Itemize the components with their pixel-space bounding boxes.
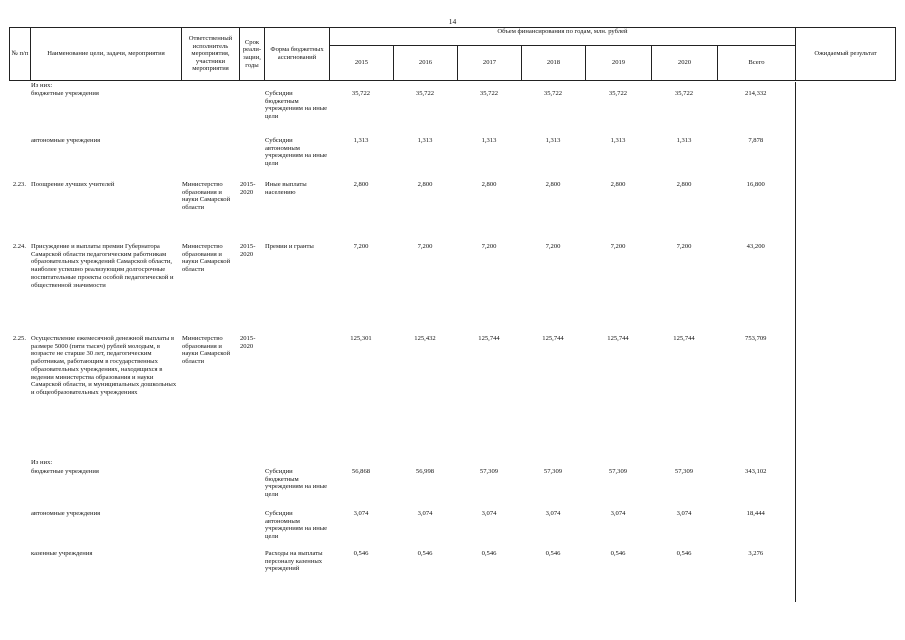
row-value: 0,546 xyxy=(545,550,561,557)
row-value: 2,800 xyxy=(676,181,692,188)
row-form: Субсидии автономным учреждениям на иные цели xyxy=(265,510,328,541)
table-row xyxy=(9,468,895,510)
row-value: 35,722 xyxy=(543,90,563,97)
row-value: 35,722 xyxy=(351,90,371,97)
header-year: 2016 xyxy=(394,46,458,81)
row-total: 18,444 xyxy=(746,510,765,517)
row-value: 35,722 xyxy=(415,90,435,97)
header-num: № п/п xyxy=(10,28,31,81)
row-name: бюджетные учреждения xyxy=(31,468,99,475)
header-executor: Ответственный исполнитель мероприятия, участники мероприятия xyxy=(182,28,240,81)
table-row xyxy=(9,90,895,137)
row-value: 57,309 xyxy=(543,468,563,475)
row-value: 1,313 xyxy=(610,137,626,144)
row-name: Поощрение лучших учителей xyxy=(31,181,115,188)
row-value: 3,074 xyxy=(610,510,626,517)
row-total: 43,200 xyxy=(746,243,765,250)
row-total: 214,332 xyxy=(745,90,767,97)
row-value: 125,744 xyxy=(673,335,695,342)
row-value: 125,432 xyxy=(414,335,436,342)
row-value: 1,313 xyxy=(353,137,369,144)
row-value: 3,074 xyxy=(676,510,692,517)
row-total: 3,276 xyxy=(748,550,764,557)
row-value: 7,200 xyxy=(481,243,497,250)
header-year: 2017 xyxy=(458,46,522,81)
header-year: 2019 xyxy=(586,46,652,81)
row-value: 1,313 xyxy=(545,137,561,144)
row-value: 0,546 xyxy=(481,550,497,557)
table-body xyxy=(9,82,895,602)
row-name: Осуществление ежемесячной денежной выплаты в размере 5000 (пяти тысяч) рублей молодым, в возрасте не старше 30 лет, педагогическим работникам, работающим в государственных образовательных учреждениях, находящихся в ведении министерства образования и науки Самарской области, и муниципальных дошкольных и общеобразовательных учреждениях xyxy=(31,335,177,396)
row-form: Иные выплаты населению xyxy=(265,181,307,196)
row-number: 2.24. xyxy=(12,243,26,250)
header-name: Наименование цели, задачи, мероприятия xyxy=(31,28,182,81)
page-number: 14 xyxy=(448,17,457,26)
row-value: 125,744 xyxy=(542,335,564,342)
table-row xyxy=(9,459,895,468)
row-name: автономные учреждения xyxy=(31,510,101,517)
row-executor: Министерство образования и науки Самарской области xyxy=(182,335,231,366)
row-value: 3,074 xyxy=(353,510,369,517)
row-name: автономные учреждения xyxy=(31,137,101,144)
row-term: 2015-2020 xyxy=(240,243,256,258)
row-value: 1,313 xyxy=(676,137,692,144)
header-result: Ожидаемый результат xyxy=(796,28,896,81)
table-row xyxy=(9,335,895,459)
row-term: 2015-2020 xyxy=(240,181,256,196)
row-total: 343,102 xyxy=(745,468,767,475)
row-form: Субсидии автономным учреждениям на иные цели xyxy=(265,137,328,168)
row-value: 2,800 xyxy=(610,181,626,188)
header-year: 2015 xyxy=(330,46,394,81)
row-value: 0,546 xyxy=(353,550,369,557)
row-value: 3,074 xyxy=(481,510,497,517)
row-value: 7,200 xyxy=(545,243,561,250)
row-form: Субсидии бюджетным учреждениям на иные цели xyxy=(265,468,328,499)
row-value: 125,744 xyxy=(607,335,629,342)
row-value: 2,800 xyxy=(353,181,369,188)
row-value: 57,309 xyxy=(479,468,499,475)
row-value: 2,800 xyxy=(545,181,561,188)
row-value: 7,200 xyxy=(353,243,369,250)
header-year: 2018 xyxy=(522,46,586,81)
table-row xyxy=(9,82,895,90)
row-value: 2,800 xyxy=(481,181,497,188)
table-row xyxy=(9,550,895,602)
row-total: 7,878 xyxy=(748,137,764,144)
row-number: 2.23. xyxy=(12,181,26,188)
header-funding: Объем финансирования по годам, млн. рублей xyxy=(330,28,796,46)
row-value: 7,200 xyxy=(417,243,433,250)
row-value: 57,309 xyxy=(674,468,694,475)
row-value: 57,309 xyxy=(608,468,628,475)
row-value: 0,546 xyxy=(417,550,433,557)
table-row xyxy=(9,181,895,243)
row-form: Премии и гранты xyxy=(265,243,314,250)
header-term: Срок реали-зации, годы xyxy=(240,28,265,81)
row-number: 2.25. xyxy=(12,335,26,342)
row-name: Присуждение и выплаты премии Губернатора Самарской области педагогическим работникам образовательных учреждений Самарской области, наиболее успешно реализующим долгосрочные воспитательные проекты особой педагогической и общественной значимости xyxy=(31,243,174,289)
table-row xyxy=(9,137,895,181)
row-value: 56,868 xyxy=(351,468,371,475)
row-value: 3,074 xyxy=(545,510,561,517)
row-form: Субсидии бюджетным учреждениям на иные цели xyxy=(265,90,328,121)
header-total: Всего xyxy=(718,46,796,81)
table-row xyxy=(9,510,895,550)
row-term: 2015-2020 xyxy=(240,335,256,350)
row-name: бюджетные учреждения xyxy=(31,90,99,97)
row-value: 7,200 xyxy=(676,243,692,250)
row-value: 1,313 xyxy=(417,137,433,144)
table-header xyxy=(9,27,896,81)
row-total: 753,709 xyxy=(745,335,767,342)
row-value: 3,074 xyxy=(417,510,433,517)
row-value: 35,722 xyxy=(674,90,694,97)
row-value: 1,313 xyxy=(481,137,497,144)
row-value: 125,301 xyxy=(350,335,372,342)
row-value: 35,722 xyxy=(608,90,628,97)
row-total: 16,800 xyxy=(746,181,765,188)
row-executor: Министерство образования и науки Самарской области xyxy=(182,243,231,274)
row-value: 56,998 xyxy=(415,468,435,475)
row-name: казенные учреждения xyxy=(31,550,93,557)
row-value: 7,200 xyxy=(610,243,626,250)
row-value: 2,800 xyxy=(417,181,433,188)
row-form: Расходы на выплаты персоналу казенных учреждений xyxy=(265,550,323,573)
row-name: Из них: xyxy=(31,459,53,466)
row-value: 0,546 xyxy=(676,550,692,557)
header-form: Форма бюджетных ассигнований xyxy=(265,28,330,81)
header-year: 2020 xyxy=(652,46,718,81)
row-executor: Министерство образования и науки Самарской области xyxy=(182,181,231,212)
row-value: 125,744 xyxy=(478,335,500,342)
table-row xyxy=(9,243,895,335)
row-value: 35,722 xyxy=(479,90,499,97)
row-name: Из них: xyxy=(31,82,53,89)
row-value: 0,546 xyxy=(610,550,626,557)
